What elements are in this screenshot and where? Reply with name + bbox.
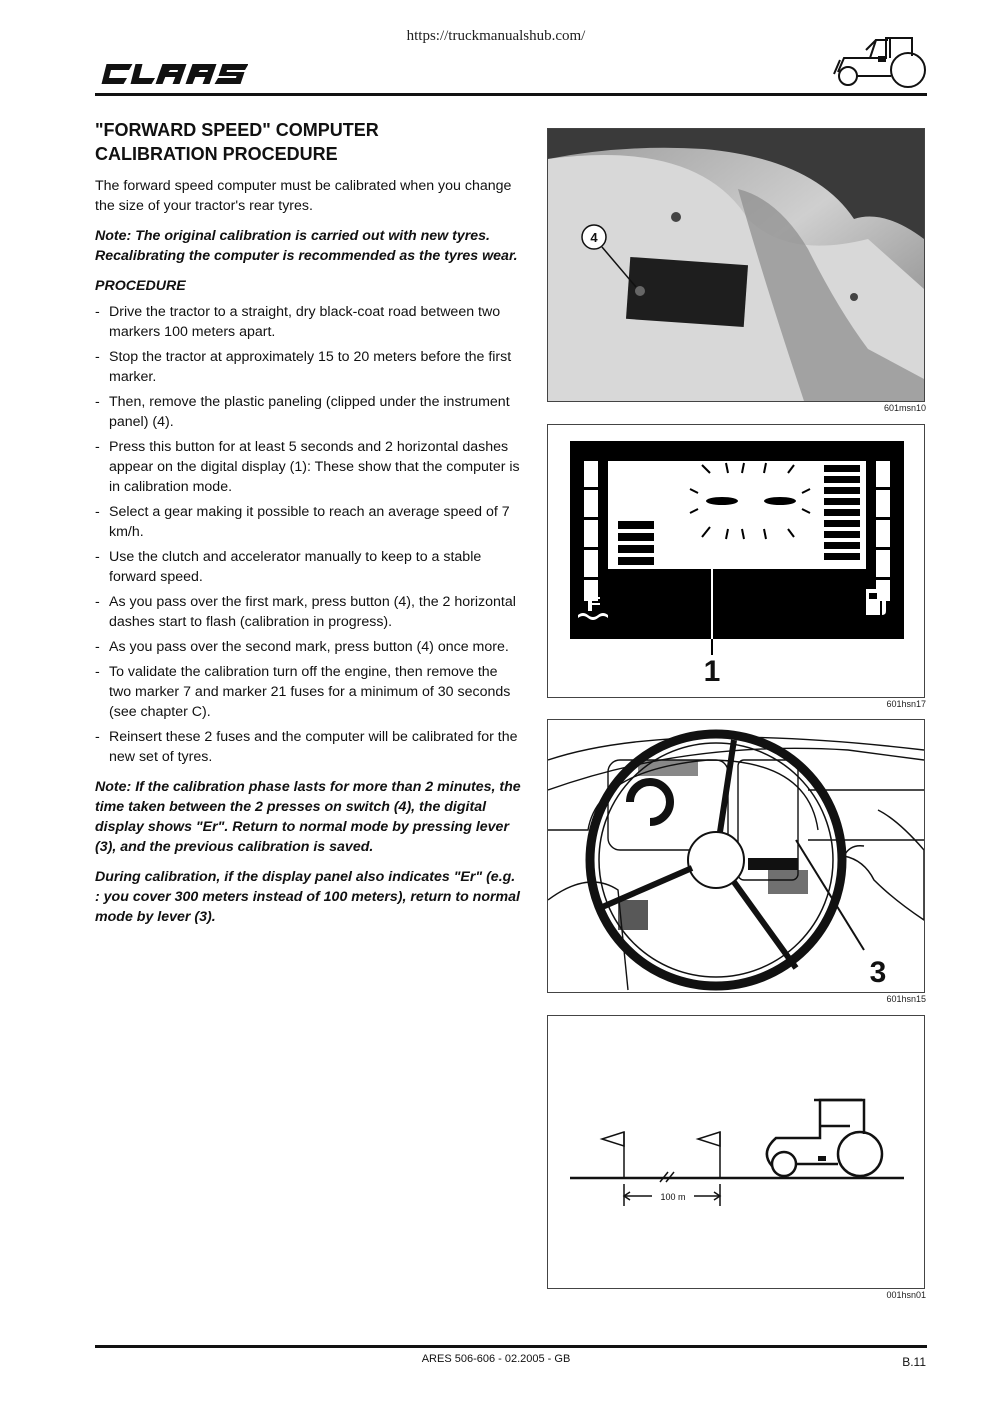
figure-code: 601hsn15	[886, 994, 926, 1004]
header-rule	[95, 93, 927, 96]
procedure-step: - Stop the tractor at approximately 15 to 20 meters before the first marker.	[95, 347, 521, 387]
procedure-step: - As you pass over the first mark, press button (4), the 2 horizontal dashes start to flash (calibration in progress).	[95, 592, 521, 632]
note-error-distance: During calibration, if the display panel also indicates "Er" (e.g. : you cover 300 meters instead of 100 meters), return to normal mode by lever (3).	[95, 869, 520, 925]
procedure-step: - Press this button for at least 5 seconds and 2 horizontal dashes appear on the digital display (1): These show that the computer is in calibration mode.	[95, 437, 521, 497]
footer-rule	[95, 1345, 927, 1348]
figure-callout-3: 3	[869, 956, 887, 989]
title-line-2: CALIBRATION PROCEDURE	[95, 144, 338, 164]
title-line-1: "FORWARD SPEED" COMPUTER	[95, 120, 379, 140]
procedure-step: - Then, remove the plastic paneling (clipped under the instrument panel) (4).	[95, 392, 521, 432]
source-url[interactable]: https://truckmanualshub.com/	[406, 28, 586, 44]
footer-doc-reference: ARES 506-606 - 02.2005 - GB	[421, 1353, 571, 1365]
procedure-step: - Drive the tractor to a straight, dry black-coat road between two markers 100 meters apart.	[95, 302, 521, 342]
figure-code: 601hsn17	[886, 699, 926, 709]
tractor-icon	[830, 28, 928, 92]
procedure-heading: PROCEDURE	[95, 278, 186, 294]
claas-logo	[96, 58, 248, 90]
figure-steering-wheel	[547, 719, 925, 993]
procedure-step: - Select a gear making it possible to reach an average speed of 7 km/h.	[95, 502, 521, 542]
figure-code: 001hsn01	[886, 1290, 926, 1300]
page-title	[95, 118, 521, 166]
intro-paragraph: The forward speed computer must be calibrated when you change the size of your tractor's rear tyres.	[95, 178, 512, 214]
page-number: B.11	[902, 1355, 926, 1369]
procedure-step: - Reinsert these 2 fuses and the computer will be calibrated for the new set of tyres.	[95, 727, 521, 767]
figure-digital-display	[547, 424, 925, 698]
figure-callout-4: 4	[590, 230, 598, 245]
figure-callout-1: 1	[703, 655, 721, 688]
distance-label: 100 m	[660, 1192, 686, 1202]
procedure-step: - To validate the calibration turn off the engine, then remove the two marker 7 and marker 21 fuses for a minimum of 30 seconds (see chapter C).	[95, 662, 521, 722]
procedure-step: - Use the clutch and accelerator manually to keep to a stable forward speed.	[95, 547, 521, 587]
text-column	[95, 118, 521, 937]
procedure-step: - As you pass over the second mark, press button (4) once more.	[95, 637, 521, 657]
note-error-timeout: Note: If the calibration phase lasts for more than 2 minutes, the time taken between the 2 presses on switch (4), the digital display shows "Er". Return to normal mode by pressing lever (3), and the previous calibration is saved.	[95, 779, 521, 855]
figure-code: 601msn10	[883, 403, 926, 413]
figure-panel-photo	[547, 128, 925, 402]
note-original-calibration: Note: The original calibration is carried out with new tyres. Recalibrating the computer is recommended as the tyres wear.	[95, 228, 518, 264]
figure-tractor-markers	[547, 1015, 925, 1289]
procedure-steps	[95, 302, 521, 767]
